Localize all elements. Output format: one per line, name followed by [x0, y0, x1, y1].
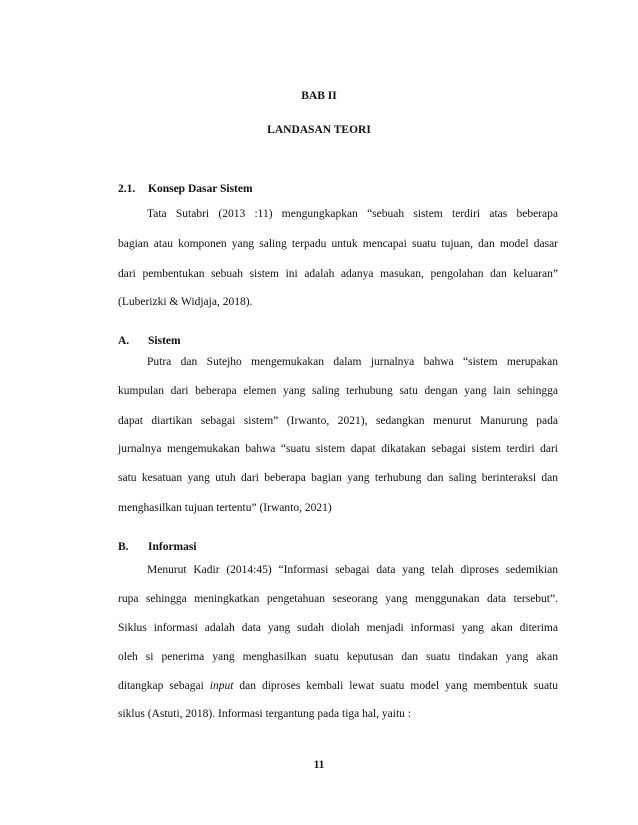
para1-line-1: Tata Sutabri (2013 :11) mengungkapkan “sebuah sistem terdiri atas beberapa [147, 208, 558, 220]
para1-line-3: dari pembentukan sebuah sistem ini adalah adanya masukan, pengolahan dan keluaran” [118, 268, 558, 280]
paraB-line-5 [118, 680, 558, 692]
chapter-label: BAB II [301, 90, 337, 102]
paraA-line-5: satu kesatuan yang utuh dari beberapa bagian yang terhubung dan saling berinteraksi dan [118, 472, 558, 484]
paraA-line-4: jurnalnya mengemukakan bahwa “suatu sistem dapat dikatakan sebagai sistem terdiri dari [118, 443, 558, 455]
subsection-b-title: Informasi [148, 541, 197, 553]
paraB-line-6: siklus (Astuti, 2018). Informasi tergantung pada tiga hal, yaitu : [118, 708, 411, 720]
para1-line-2: bagian atau komponen yang saling terpadu untuk mencapai suatu tujuan, dan model dasar [118, 238, 558, 250]
paraA-line-1: Putra dan Sutejho mengemukakan dalam jurnalnya bahwa “sistem merupakan [147, 356, 558, 368]
subsection-b-heading [118, 541, 418, 557]
subsection-a-title: Sistem [148, 335, 181, 347]
subsection-a-number: A. [118, 335, 130, 347]
paraB-line-5-italic: input [209, 680, 234, 692]
paraB-line-3: Siklus informasi adalah data yang sudah diolah menjadi informasi yang akan diterima [118, 622, 558, 634]
subsection-a-heading [118, 335, 418, 351]
paraA-line-6: menghasilkan tujuan tertentu” (Irwanto, 2021) [118, 502, 332, 514]
chapter-title: LANDASAN TEORI [267, 124, 371, 136]
para1-line-4: (Luberizki & Widjaja, 2018). [118, 296, 253, 308]
paraA-line-3: dapat diartikan sebagai sistem” (Irwanto, 2021), sedangkan menurut Manurung pada [118, 415, 558, 427]
section-heading [118, 183, 418, 199]
subsection-b-number: B. [118, 541, 129, 553]
paraB-line-2: rupa sehingga meningkatkan pengetahuan seseorang yang menggunakan data tersebut”. [118, 593, 558, 605]
section-title: Konsep Dasar Sistem [148, 183, 253, 195]
page-number: 11 [313, 759, 325, 771]
paraB-line-4: oleh si penerima yang menghasilkan suatu keputusan dan suatu tindakan yang akan [118, 651, 558, 663]
section-number: 2.1. [118, 183, 136, 195]
paraB-line-5-before: ditangkap sebagai [118, 680, 210, 692]
paraB-line-5-after: dan diproses kembali lewat suatu model yang membentuk suatu [233, 680, 558, 692]
paraA-line-2: kumpulan dari beberapa elemen yang saling terhubung satu dengan yang lain sehingga [118, 385, 558, 397]
paraB-line-1: Menurut Kadir (2014:45) “Informasi sebagai data yang telah diproses sedemikian [147, 564, 558, 576]
